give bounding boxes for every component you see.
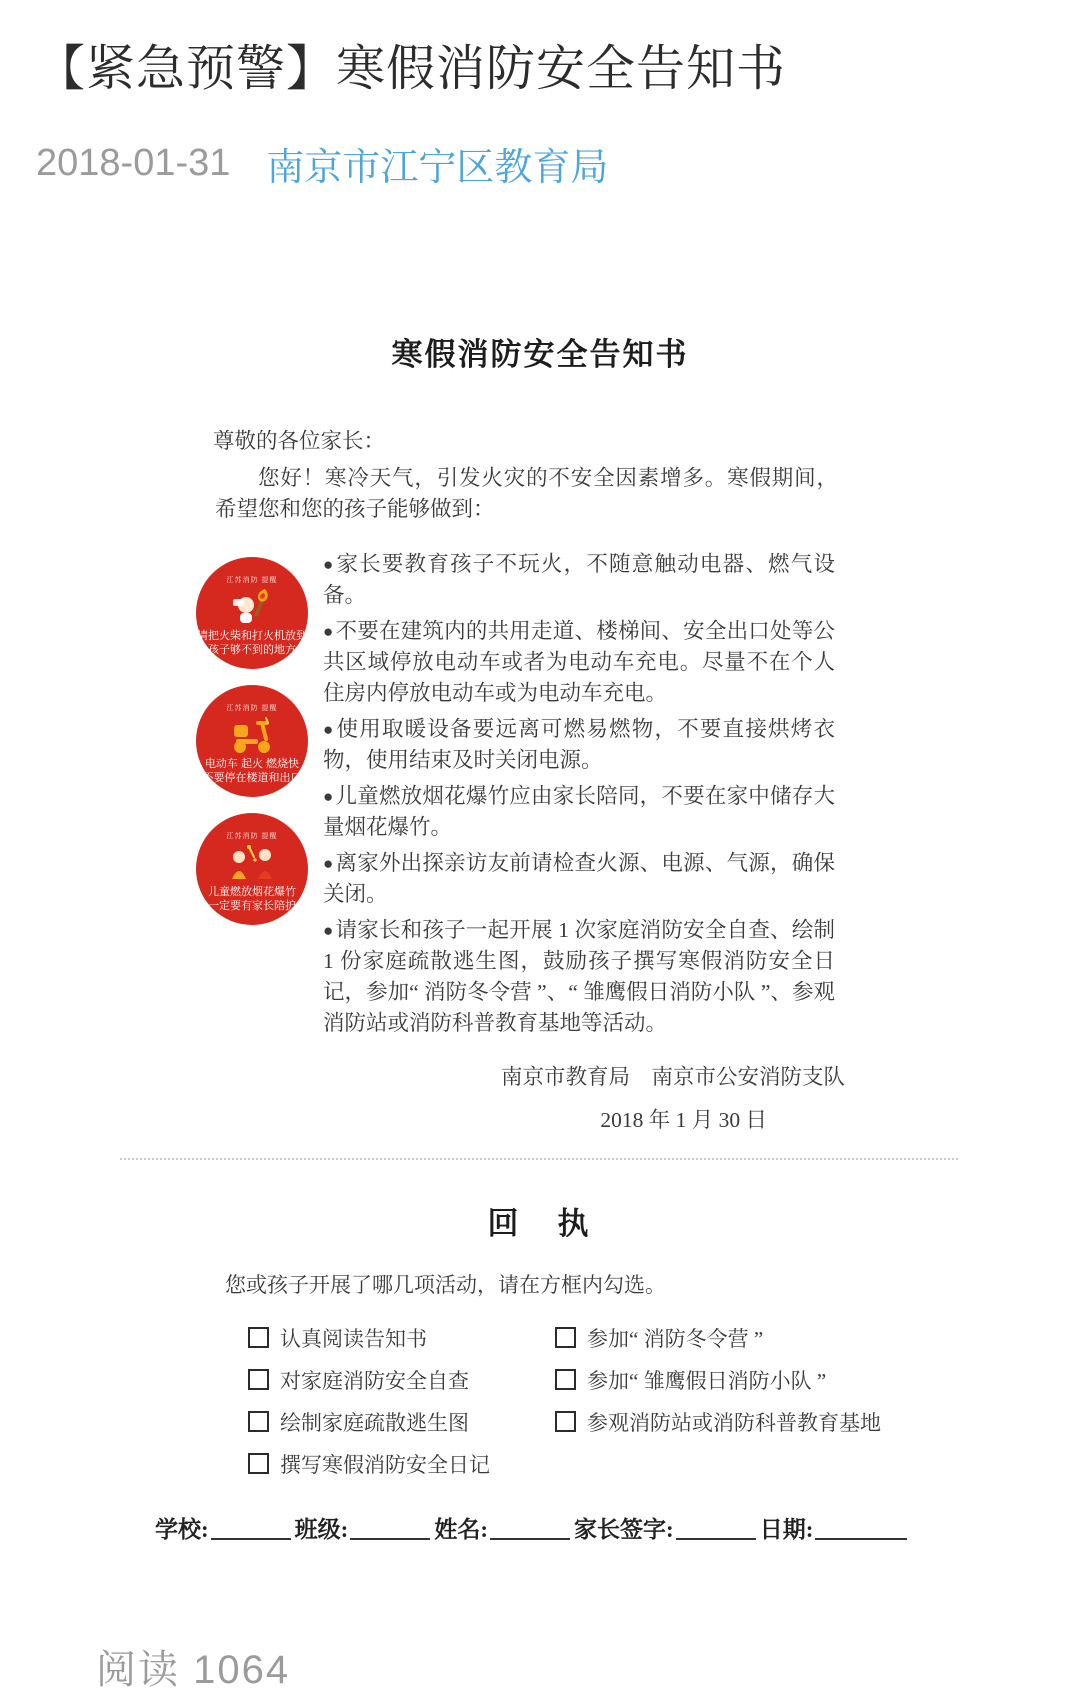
safety-badges-column [196, 557, 308, 1044]
read-count: 阅读 1064 [96, 1648, 291, 1692]
badge-text-line: 一定要有家长陪护 [208, 899, 296, 912]
badge-text-line: 电动车 起火 燃烧快 [204, 757, 300, 770]
checkbox-icon[interactable] [248, 1369, 269, 1390]
checkbox-option[interactable] [555, 1407, 881, 1437]
badge-text-line: 不要停在楼道和出口 [202, 771, 302, 784]
electric-scooter-icon [228, 714, 276, 756]
checkbox-option[interactable] [248, 1365, 555, 1395]
checkbox-option[interactable] [248, 1449, 555, 1479]
receipt-instruction: 您或孩子开展了哪几项活动，请在方框内勾选。 [225, 1272, 666, 1297]
fill-field-name [434, 1511, 574, 1544]
field-label: 家长签字: [574, 1516, 674, 1542]
bullet-item [323, 848, 835, 910]
checkbox-label: 撰写寒假消防安全日记 [280, 1452, 490, 1477]
checkbox-row [248, 1443, 950, 1485]
bullet-text: 请家长和孩子一起开展 1 次家庭消防安全自查、绘制 1 份家庭疏散逃生图，鼓励孩子撰写寒假消防安全日记，参加“ 消防冬令营 ”、“ 雏鹰假日消防小队 ”、参观消防站或消防科普教育基地等活动。 [323, 917, 835, 1035]
blank-underline [676, 1536, 756, 1540]
checkbox-label: 对家庭消防安全自查 [280, 1368, 469, 1393]
bullet-item [323, 915, 835, 1039]
matches-lighter-torch-icon [230, 586, 274, 628]
bullet-list [323, 549, 835, 1044]
intro-paragraph: 您好！寒冷天气，引发火灾的不安全因素增多。寒假期间，希望您和您的孩子能够做到： [215, 465, 838, 521]
fill-field-date [760, 1511, 912, 1544]
checkbox-icon[interactable] [248, 1411, 269, 1432]
salutation: 尊敬的各位家长： [213, 428, 386, 453]
checkbox-label: 认真阅读告知书 [280, 1326, 427, 1351]
publish-date: 2018-01-31 [36, 141, 231, 184]
checkbox-row [248, 1317, 950, 1359]
checkbox-label: 参观消防站或消防科普教育基地 [587, 1410, 881, 1435]
badge-text-line: 请把火柴和打火机放到 [197, 629, 307, 642]
bullet-marker: ● [323, 920, 334, 940]
checkbox-icon[interactable] [555, 1411, 576, 1432]
badge-brand-label: 江苏消防 提醒 [226, 576, 278, 584]
fill-field-parent-signature [574, 1511, 760, 1544]
firecracker-children-icon [226, 842, 278, 884]
bullet-marker: ● [323, 719, 335, 739]
checkbox-option[interactable] [555, 1365, 826, 1395]
badge-text-line: 孩子够不到的地方 [208, 643, 296, 656]
signature-organizations: 南京市教育局 南京市公安消防支队 [500, 1064, 845, 1089]
bullet-item [323, 549, 835, 611]
checkbox-row [248, 1401, 950, 1443]
field-label: 班级: [294, 1516, 349, 1542]
badge-brand-label: 江苏消防 提醒 [226, 832, 278, 840]
notice-document-image[interactable] [130, 329, 950, 1544]
badge-scooter [196, 685, 308, 797]
receipt-title: 回 执 [487, 1205, 593, 1241]
badge-matches [196, 557, 308, 669]
blank-underline [490, 1536, 570, 1540]
blank-underline [815, 1536, 907, 1540]
checkbox-option[interactable] [248, 1323, 555, 1353]
page-title: 【紧急预警】寒假消防安全告知书 [36, 42, 787, 96]
bullet-text: 不要在建筑内的共用走道、楼梯间、安全出口处等公共区域停放电动车或者为电动车充电。尽量不在个人住房内停放电动车或为电动车充电。 [323, 618, 835, 705]
checkbox-icon[interactable] [248, 1453, 269, 1474]
badge-text-line: 儿童燃放烟花爆竹 [208, 885, 296, 898]
bullet-marker: ● [323, 786, 334, 806]
blank-underline [211, 1536, 291, 1540]
field-label: 姓名: [434, 1516, 489, 1542]
signature-date: 2018 年 1 月 30 日 [600, 1107, 767, 1132]
bullet-item [323, 616, 835, 709]
bullet-text: 离家外出探亲访友前请检查火源、电源、气源，确保关闭。 [323, 850, 835, 906]
bullet-item [323, 714, 835, 776]
cut-line-divider [120, 1158, 958, 1160]
badge-firecrackers [196, 813, 308, 925]
checkbox-icon[interactable] [555, 1369, 576, 1390]
blank-underline [350, 1536, 430, 1540]
bullet-marker: ● [323, 853, 334, 873]
source-account-link[interactable]: 南京市江宁区教育局 [266, 146, 609, 189]
checkbox-label: 参加“ 消防冬令营 ” [587, 1326, 764, 1351]
fill-field-school [155, 1511, 295, 1544]
bullet-text: 使用取暖设备要远离可燃易燃物，不要直接烘烤衣物，使用结束及时关闭电源。 [323, 716, 835, 772]
receipt-fill-in-line [155, 1511, 950, 1544]
checkbox-option[interactable] [555, 1323, 763, 1353]
checkbox-option[interactable] [248, 1407, 555, 1437]
fill-field-class [295, 1511, 435, 1544]
bullet-marker: ● [323, 554, 335, 574]
bullet-item [323, 781, 835, 843]
checkbox-label: 参加“ 雏鹰假日消防小队 ” [587, 1368, 827, 1393]
receipt-checkbox-grid [248, 1317, 950, 1485]
checkbox-icon[interactable] [555, 1327, 576, 1348]
bullets-section [196, 549, 950, 1044]
bullet-text: 儿童燃放烟花爆竹应由家长陪同，不要在家中储存大量烟花爆竹。 [323, 783, 835, 839]
document-title: 寒假消防安全告知书 [391, 336, 689, 372]
badge-brand-label: 江苏消防 提醒 [226, 704, 278, 712]
article-meta [36, 136, 1044, 191]
field-label: 学校: [155, 1516, 209, 1542]
checkbox-icon[interactable] [248, 1327, 269, 1348]
checkbox-label: 绘制家庭疏散逃生图 [280, 1410, 469, 1435]
bullet-marker: ● [323, 621, 334, 641]
checkbox-row [248, 1359, 950, 1401]
bullet-text: 家长要教育孩子不玩火，不随意触动电器、燃气设备。 [323, 551, 835, 607]
field-label: 日期: [759, 1516, 814, 1542]
